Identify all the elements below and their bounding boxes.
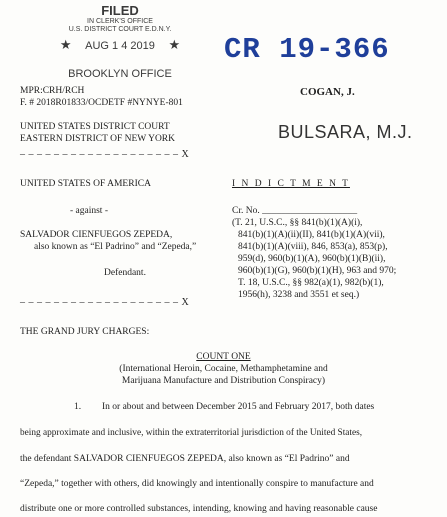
against-label: - against - [70, 206, 108, 216]
count-description: (International Heroin, Cocaine, Methamphetamine and [119, 364, 328, 374]
citation-line: T. 18, U.S.C., §§ 982(a)(1), 982(b)(1), [238, 278, 384, 288]
file-ref-number: F. # 2018R01833/OCDETF #NYNYE-801 [20, 98, 183, 108]
body-line: “Zepeda,” together with others, did knowingly and intentionally conspire to manufacture and [20, 479, 374, 489]
stamp-office: IN CLERK'S OFFICE [87, 18, 153, 25]
body-line: being approximate and inclusive, within the extraterritorial jurisdiction of the United States, [20, 428, 363, 438]
judge-name: COGAN, J. [300, 86, 355, 98]
case-number: CR 19-366 [224, 33, 390, 66]
body-line: distribute one or more controlled substances, intending, knowing and having reasonable cause [20, 504, 378, 514]
count-description: Marijuana Manufacture and Distribution Conspiracy) [121, 376, 326, 386]
citation-line: (T. 21, U.S.C., §§ 841(b)(1)(A)(i), [232, 218, 363, 228]
citation-line: 841(b)(1)(A)(ii)(II), 841(b)(1)(A)(vii), [238, 230, 385, 240]
defendant-aka: also known as “El Padrino” and “Zepeda,” [34, 242, 197, 252]
stamp-filed: FILED [101, 3, 139, 18]
caption-divider-top: – – – – – – – – – – – – – – – – – – – X [20, 149, 190, 160]
paragraph-number: 1. [74, 402, 82, 412]
stamp-date-row [55, 37, 185, 53]
defendant-role: Defendant. [104, 268, 146, 278]
body-line: the defendant SALVADOR CIENFUEGOS ZEPEDA, also known as “El Padrino” and [20, 454, 350, 464]
star-icon: ★ [59, 37, 72, 52]
filed-stamp [60, 4, 180, 34]
body-line: In or about and between December 2015 and February 2017, both dates [102, 402, 375, 412]
defendant-name: SALVADOR CIENFUEGOS ZEPEDA, [20, 230, 173, 240]
magistrate-name: BULSARA, M.J. [278, 122, 413, 142]
count-title: COUNT ONE [196, 352, 251, 362]
file-ref-initials: MPR:CRH/RCH [20, 86, 85, 96]
caption-divider-bottom: – – – – – – – – – – – – – – – – – – – X [20, 297, 190, 308]
court-name: UNITED STATES DISTRICT COURT [20, 122, 170, 132]
star-icon: ★ [168, 37, 181, 52]
indictment-title: I N D I C T M E N T [232, 179, 350, 189]
court-district: EASTERN DISTRICT OF NEW YORK [20, 134, 175, 144]
citation-line: 960(b)(1)(G), 960(b)(1)(H), 963 and 970; [238, 266, 397, 276]
plaintiff: UNITED STATES OF AMERICA [20, 179, 151, 189]
citation-line: 959(d), 960(b)(1)(A), 960(b)(1)(B)(ii), [238, 254, 386, 264]
cr-number-line: Cr. No. ____________________ [232, 206, 358, 216]
charges-heading: THE GRAND JURY CHARGES: [20, 327, 150, 337]
citation-line: 841(b)(1)(A)(viii), 846, 853(a), 853(p), [238, 242, 388, 252]
stamp-date: AUG 1 4 2019 [85, 40, 155, 52]
stamp-location: BROOKLYN OFFICE [68, 68, 172, 80]
citation-line: 1956(h), 3238 and 3551 et seq.) [238, 290, 360, 300]
stamp-court: U.S. DISTRICT COURT E.D.N.Y. [68, 26, 172, 33]
